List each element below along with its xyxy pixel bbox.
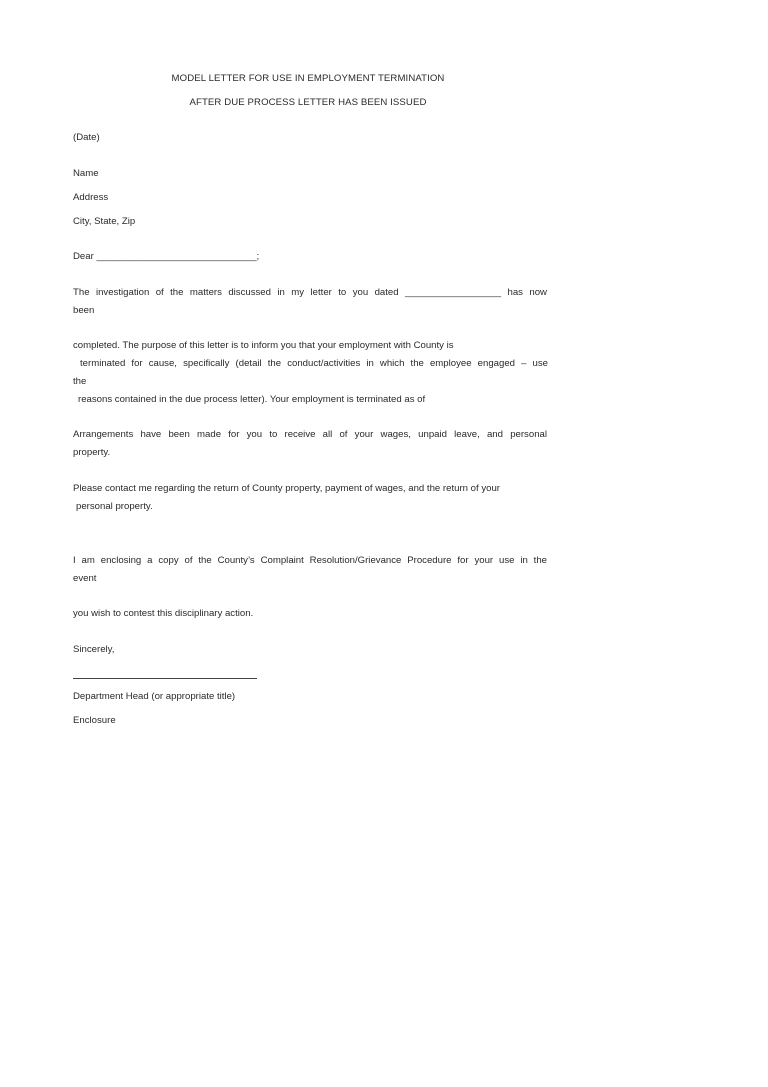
paragraph-5-line-1: I am enclosing a copy of the County’s Complaint Resolution/Grievance Procedure for your use in the — [73, 555, 547, 566]
signature-line — [73, 678, 257, 679]
paragraph-4-line-2: personal property. — [76, 501, 153, 512]
paragraph-5-line-2: event — [73, 573, 97, 584]
paragraph-2-line-4: reasons contained in the due process letter). Your employment is terminated as of — [78, 394, 426, 405]
paragraph-3-line-2: property. — [73, 447, 111, 458]
paragraph-6: you wish to contest this disciplinary action. — [73, 608, 254, 619]
enclosure-note: Enclosure — [73, 715, 116, 726]
paragraph-2-line-2: terminated for cause, specifically (detail the conduct/activities in which the employee engaged – use — [80, 358, 548, 369]
salutation: Dear ______________________________; — [73, 251, 260, 262]
date-placeholder: (Date) — [73, 132, 100, 143]
paragraph-1-line-2: been — [73, 305, 95, 316]
paragraph-3-line-1: Arrangements have been made for you to receive all of your wages, unpaid leave, and personal — [73, 429, 547, 440]
paragraph-2-line-1: completed. The purpose of this letter is to inform you that your employment with County is — [73, 340, 454, 351]
signature-title: Department Head (or appropriate title) — [73, 691, 236, 702]
paragraph-2-line-3: the — [73, 376, 87, 387]
recipient-address: Address — [73, 192, 109, 203]
title-line-2: AFTER DUE PROCESS LETTER HAS BEEN ISSUED — [189, 97, 427, 108]
recipient-name: Name — [73, 168, 99, 179]
title-line-1: MODEL LETTER FOR USE IN EMPLOYMENT TERMINATION — [171, 73, 445, 84]
paragraph-4-line-1: Please contact me regarding the return of County property, payment of wages, and the return of your — [73, 483, 500, 494]
recipient-city-state-zip: City, State, Zip — [73, 216, 136, 227]
closing: Sincerely, — [73, 644, 115, 655]
paragraph-1-line-1: The investigation of the matters discussed in my letter to you dated __________________ has now — [73, 287, 547, 298]
